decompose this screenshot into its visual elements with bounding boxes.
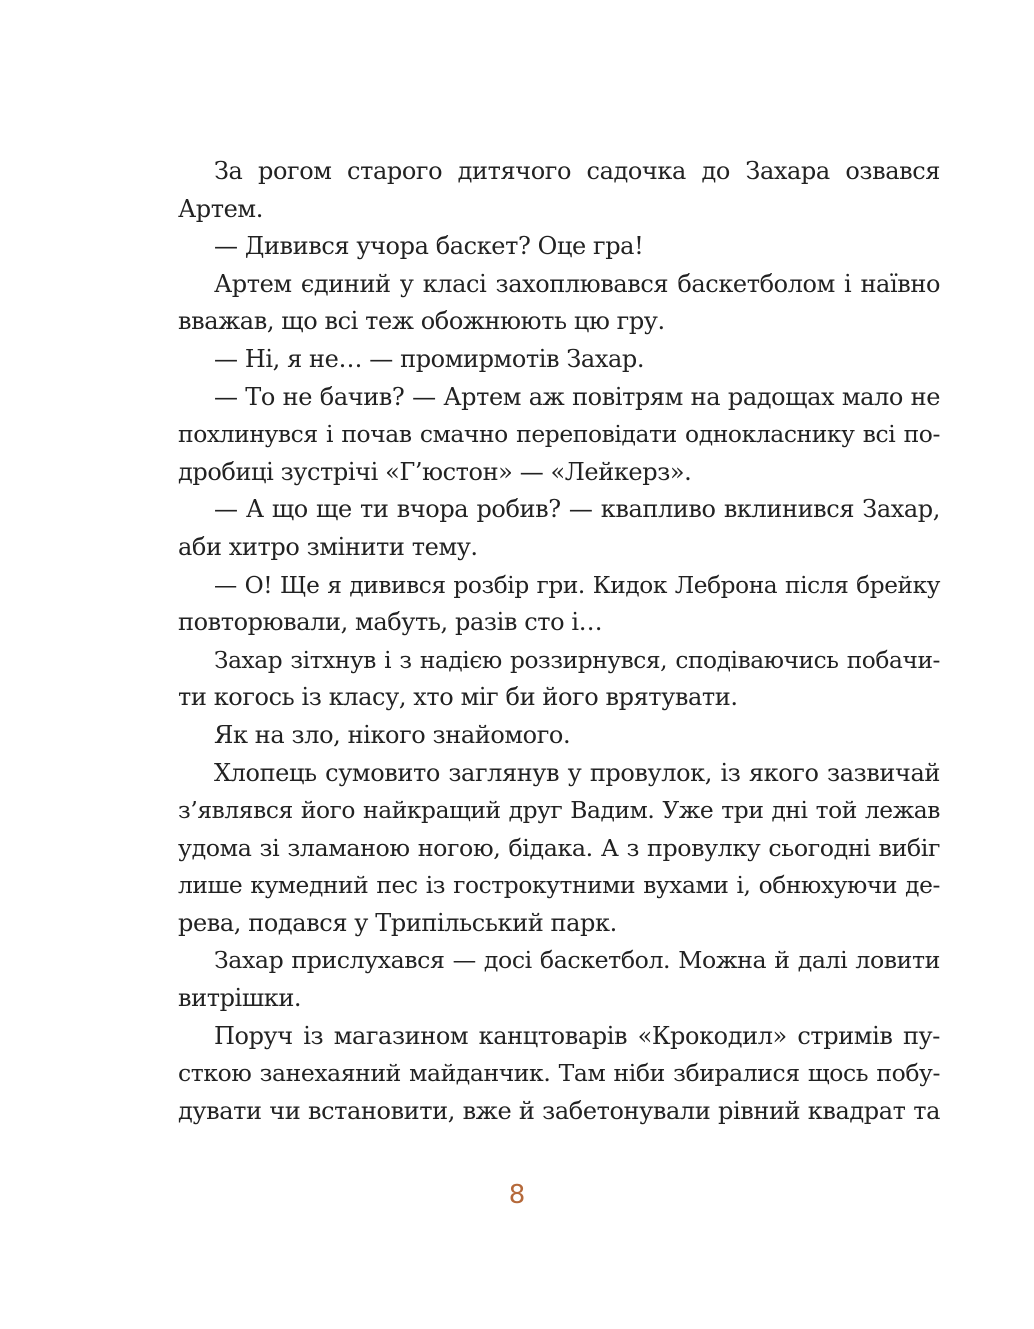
text-line: Артем. — [178, 194, 263, 223]
text-line: За рогом старого дитячого садочка до Захара озвався — [214, 157, 940, 185]
text-line: з’являвся його найкращий друг Вадим. Уже три дні той лежав — [178, 796, 940, 825]
text-line: сткою занехаяний майданчик. Там ніби збиралися щось побу- — [178, 1059, 940, 1088]
text-line: Захар зітхнув і з надією роззирнувся, сподіваючись побачи- — [214, 646, 940, 674]
text-line: Хлопець сумовито заглянув у провулок, із якого зазвичай — [214, 758, 940, 787]
text-line: похлинувся і почав смачно переповідати однокласнику всі по- — [178, 420, 940, 449]
text-line: — Дивився учора баскет? Оце гра! — [214, 232, 644, 261]
text-line: — О! Ще я дивився розбір гри. Кидок Леброна після брейку — [214, 571, 940, 599]
text-line: аби хитро змінити тему. — [178, 532, 478, 561]
text-line: Поруч із магазином канцтоварів «Крокодил» стримів пу- — [214, 1021, 940, 1050]
text-line: витрішки. — [178, 984, 302, 1013]
text-line: ти когось із класу, хто міг би його врятувати. — [178, 683, 738, 712]
text-line: повторювали, мабуть, разів сто і… — [178, 608, 603, 637]
text-line: удома зі зламаною ногою, бідака. А з провулку сьогодні вибіг — [178, 833, 940, 862]
text-line: — То не бачив? — Артем аж повітрям на радощах мало не — [214, 382, 940, 411]
text-line: лише кумедний пес із гострокутними вухами і, обнюхуючи де- — [178, 872, 940, 900]
text-line: — Ні, я не… — промирмотів Захар. — [214, 344, 645, 373]
page-number: 8 — [508, 1180, 526, 1210]
body-text — [178, 153, 940, 1130]
text-line: рева, подався у Трипільський парк. — [178, 908, 617, 937]
text-line: вважав, що всі теж обожнюють цю гру. — [178, 307, 665, 336]
text-line: — А що ще ти вчора робив? — квапливо вклинився Захар, — [214, 495, 940, 524]
text-line: дробиці зустрічі «Г’юстон» — «Лейкерз». — [178, 457, 692, 486]
text-line: Як на зло, нікого знайомого. — [214, 720, 571, 749]
text-line: Артем єдиний у класі захоплювався баскетболом і наївно — [214, 269, 940, 298]
text-line: дувати чи встановити, вже й забетонували рівний квадрат та — [178, 1096, 940, 1125]
text-line: Захар прислухався — досі баскетбол. Можна й далі ловити — [214, 946, 940, 975]
